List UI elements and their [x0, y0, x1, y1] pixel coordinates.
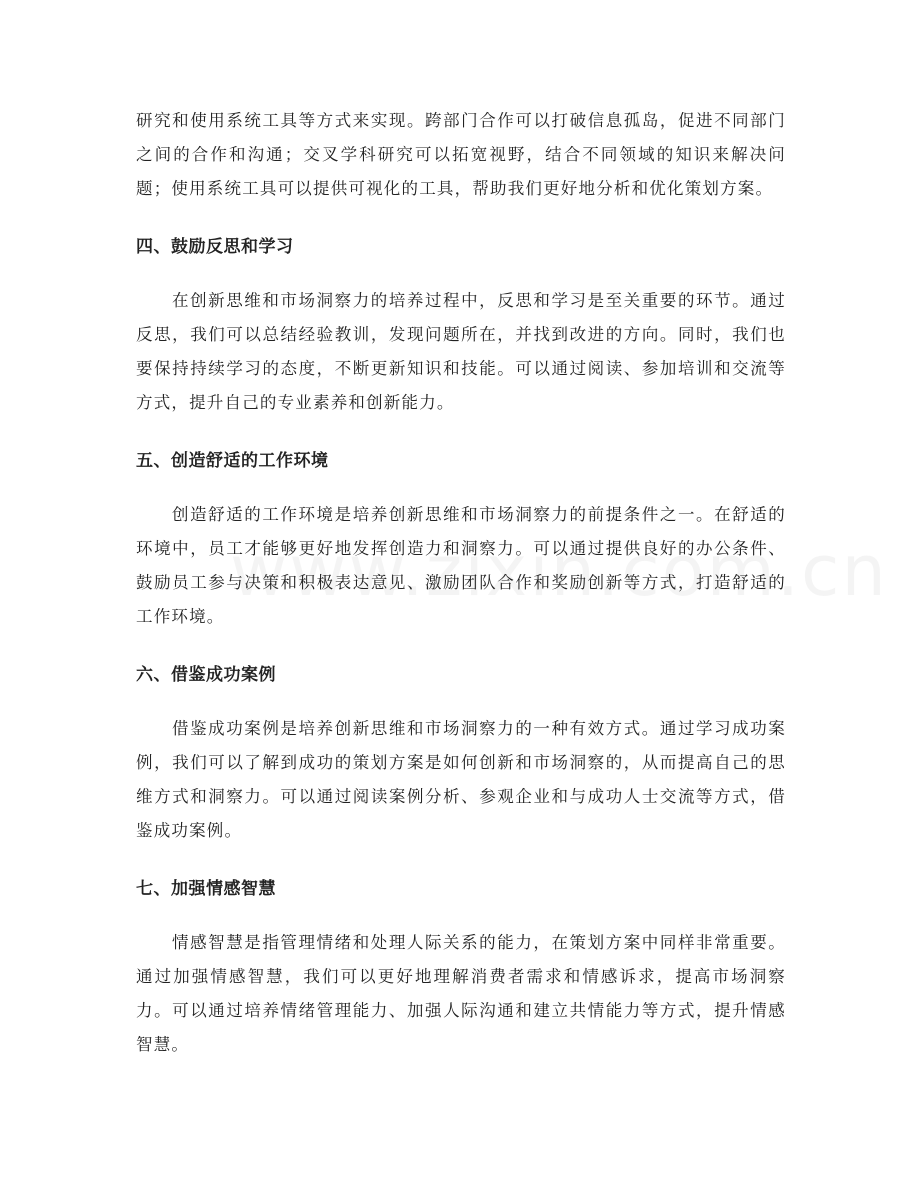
document-body	[136, 104, 786, 1062]
section-heading-5: 五、创造舒适的工作环境	[136, 451, 329, 471]
section-heading-6: 六、借鉴成功案例	[136, 665, 276, 685]
section-heading-4: 四、鼓励反思和学习	[136, 237, 294, 257]
section-body-7: 情感智慧是指管理情绪和处理人际关系的能力，在策划方案中同样非常重要。通过加强情感智慧，我们可以更好地理解消费者需求和情感诉求，提高市场洞察力。可以通过培养情绪管理能力、加强人际沟通和建立共情能力等方式，提升情感智慧。	[136, 933, 786, 1054]
section-body-5: 创造舒适的工作环境是培养创新思维和市场洞察力的前提条件之一。在舒适的环境中，员工才能够更好地发挥创造力和洞察力。可以通过提供良好的办公条件、鼓励员工参与决策和积极表达意见、激励团队合作和奖励创新等方式，打造舒适的工作环境。	[136, 505, 786, 626]
section-heading-7: 七、加强情感智慧	[136, 879, 276, 899]
section-body-4: 在创新思维和市场洞察力的培养过程中，反思和学习是至关重要的环节。通过反思，我们可以总结经验教训，发现问题所在，并找到改进的方向。同时，我们也要保持持续学习的态度，不断更新知识和技能。可以通过阅读、参加培训和交流等方式，提升自己的专业素养和创新能力。	[136, 291, 786, 412]
intro-paragraph: 研究和使用系统工具等方式来实现。跨部门合作可以打破信息孤岛，促进不同部门之间的合作和沟通；交叉学科研究可以拓宽视野，结合不同领域的知识来解决问题；使用系统工具可以提供可视化的工具，帮助我们更好地分析和优化策划方案。	[136, 111, 786, 198]
section-body-6: 借鉴成功案例是培养创新思维和市场洞察力的一种有效方式。通过学习成功案例，我们可以了解到成功的策划方案是如何创新和市场洞察的，从而提高自己的思维方式和洞察力。可以通过阅读案例分析、参观企业和与成功人士交流等方式，借鉴成功案例。	[136, 719, 786, 840]
